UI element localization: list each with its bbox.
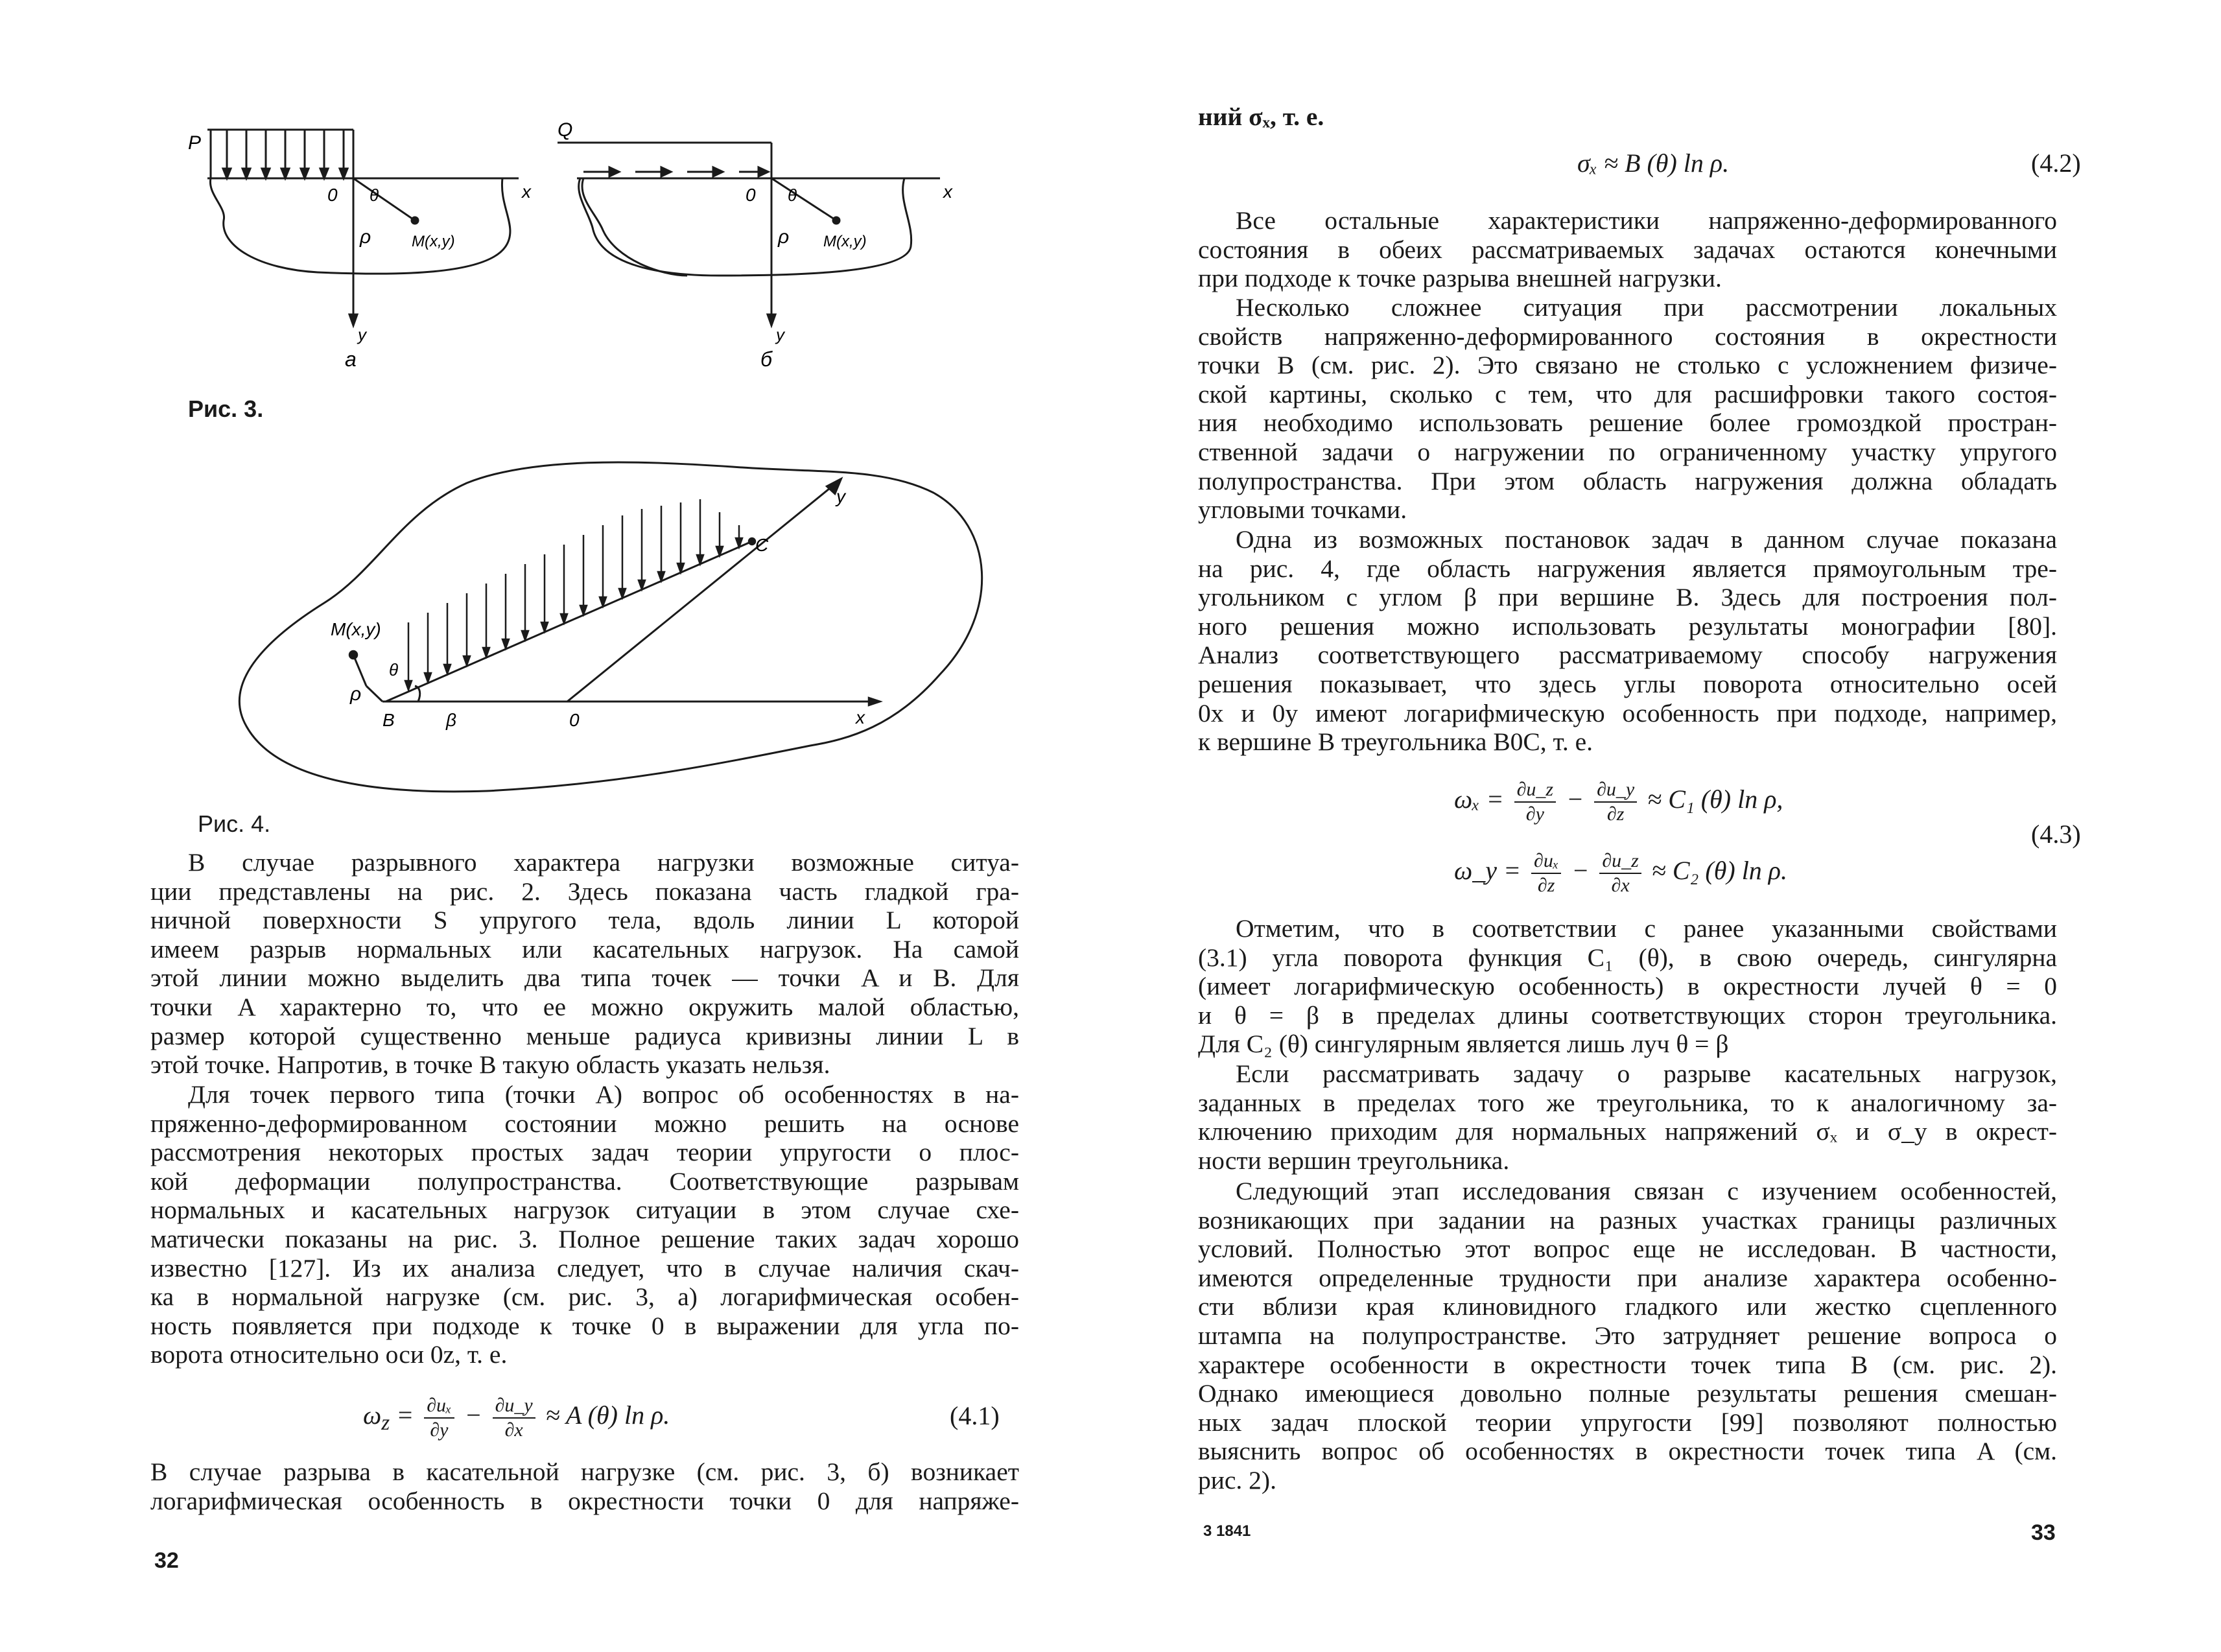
- text-line: ний σₓ, т. е.: [1198, 102, 1324, 131]
- text-line: заданных в пределах того же треугольника, то к аналогичному за-: [1198, 1088, 2057, 1117]
- text-line: этой точке. Напротив, в точке B такую область указать нельзя.: [150, 1050, 830, 1080]
- text-line: условий. Полностью этот вопрос еще не исследован. В частности,: [1198, 1234, 2057, 1264]
- left-page: [0, 0, 1110, 1652]
- text-line: имеем разрыв нормальных или касательных нагрузок. На самой: [150, 934, 1019, 963]
- fig4-label-rho: ρ: [350, 683, 362, 705]
- text-line: ственной задачи о нагружении по ограниченному участку упругого: [1198, 437, 2057, 466]
- text-line: пряженно-деформированном состоянии можно решить на основе: [150, 1109, 1019, 1138]
- eq43-den2-1: ∂z: [1606, 803, 1625, 825]
- right-paragraph-4: [1198, 914, 2057, 1059]
- fig3-caption: Рис. 3.: [188, 395, 264, 422]
- equation-number-4-3: (4.3): [2031, 820, 2081, 849]
- eq43-rhs-1: ≈ C₁ (θ) ln ρ,: [1647, 785, 1783, 814]
- fig3b-label-x: x: [943, 182, 952, 202]
- text-line: кой деформации полупространства. Соответствующие разрывам: [150, 1166, 1019, 1196]
- text-line: логарифмическая особенность в окрестности точки 0 для напряже-: [150, 1486, 1019, 1515]
- fig4-caption: Рис. 4.: [198, 810, 271, 837]
- text-line: ности вершин треугольника.: [1198, 1146, 1510, 1175]
- fig3-label-x: x: [522, 182, 531, 202]
- right-paragraph-2: [1198, 293, 2057, 525]
- eq43-rhs-2: ≈ C₂ (θ) ln ρ.: [1651, 856, 1787, 886]
- text-line: штампа на полупространстве. Это затрудняет решение вопроса о: [1198, 1321, 2057, 1350]
- equation-4-1: $\omega_z$ = $\frac{\text{∂uₓ}}{\partial y}$ − $\frac{\partial u\_y}{\partial x}$ ≈ A (θ) ln ρ.: [363, 1395, 670, 1441]
- text-line: Для точек первого типа (точки A) вопрос об особенностях в на-: [188, 1080, 1019, 1109]
- right-top-line: [1198, 102, 1587, 132]
- eq41-lhs: ω: [363, 1400, 382, 1430]
- eq41-sub: z: [381, 1411, 390, 1435]
- left-paragraph-3: [150, 1457, 1019, 1515]
- text-line: (3.1) угла поворота функция C₁ (θ), в свою очередь, сингулярна: [1198, 943, 2057, 972]
- right-paragraph-5: [1198, 1059, 2057, 1175]
- fig3-label-M: M(x,y): [412, 233, 455, 250]
- text-line: размер которой существенно меньше радиуса кривизны линии L в: [150, 1021, 1019, 1050]
- text-line: Если рассматривать задачу о разрыве касательных нагрузок,: [1236, 1059, 2057, 1088]
- eq43-num1-2: ∂uₓ: [1531, 849, 1561, 874]
- figure-3b: [545, 117, 998, 376]
- right-paragraph-6: [1198, 1177, 2057, 1495]
- eq41-num2: ∂u_y: [493, 1394, 535, 1419]
- page-number-left: 32: [154, 1548, 179, 1573]
- text-line: матически показаны на рис. 3. Полное решение таких задач хорошо: [150, 1224, 1019, 1253]
- fig3b-label-rho: ρ: [778, 226, 790, 248]
- text-line: ния необходимо использовать решение более громоздкой простран-: [1198, 408, 2057, 438]
- eq41-den1: ∂y: [430, 1419, 449, 1441]
- text-line: характере особенности в окрестности точек типа B (см. рис. 2).: [1198, 1350, 2057, 1379]
- right-paragraph-3: [1198, 525, 2057, 757]
- fig3-label-rho: ρ: [360, 226, 371, 248]
- text-line: рассмотрения некоторых простых задач теории упругости о плос-: [150, 1138, 1019, 1167]
- text-line: Анализ соответствующего рассматриваемому способу нагружения: [1198, 641, 2057, 670]
- fig3-label-P: P: [188, 132, 202, 154]
- text-line: ской картины, сколько с тем, что для расшифровки такого состоя-: [1198, 379, 2057, 408]
- signature-mark: 3 1841: [1203, 1522, 1251, 1540]
- text-line: В случае разрывного характера нагрузки возможные ситуа-: [188, 848, 1019, 877]
- eq41-num1: ∂uₓ: [424, 1394, 454, 1419]
- text-line: рис. 2).: [1198, 1465, 1276, 1494]
- text-line: нормальных и касательных нагрузок ситуации в этом случае схе-: [150, 1196, 1019, 1225]
- eq41-den2: ∂x: [504, 1419, 523, 1441]
- eq43-num2-1: ∂u_y: [1594, 778, 1637, 803]
- text-line: угловыми точками.: [1198, 495, 1407, 525]
- text-line: этой линии можно выделить два типа точек — точки A и B. Для: [150, 963, 1019, 993]
- text-line: ключению приходим для нормальных напряжений σₓ и σ_y в окрест-: [1198, 1117, 2057, 1146]
- text-line: Отметим, что в соответствии с ранее указанными свойствами: [1236, 914, 2057, 943]
- eq43-lhs-1: ωₓ: [1454, 785, 1480, 814]
- fig3b-label-b: б: [760, 348, 772, 371]
- eq41-rhs: ≈ A (θ) ln ρ.: [545, 1400, 670, 1430]
- fig3-label-O: 0: [327, 185, 338, 205]
- fig4-label-x: x: [856, 707, 865, 727]
- text-line: полупространства. При этом область нагружения должна обладать: [1198, 466, 2057, 495]
- eq43-den2-2: ∂x: [1611, 875, 1630, 896]
- text-line: ворота относительно оси 0z, т. е.: [150, 1340, 508, 1369]
- text-line: ции представлены на рис. 2. Здесь показана часть гладкой гра-: [150, 877, 1019, 906]
- text-line: состояния в обеих рассматриваемых задачах остаются конечными: [1198, 235, 2057, 264]
- eq43-num1-1: ∂u_z: [1514, 778, 1557, 803]
- equation-4-3-line-2: ω_y = $\frac{\text{∂uₓ}}{\partial z}$ − $\frac{\partial u\_z}{\partial x}$ ≈ C₂ (θ) ln ρ.: [1454, 850, 1787, 896]
- fig4-label-C: C: [755, 535, 769, 555]
- text-line: Следующий этап исследования связан с изучением особенностей,: [1236, 1177, 2057, 1205]
- text-line: точки B (см. рис. 2). Это связано не столько с усложнением физиче-: [1198, 351, 2057, 380]
- fig4-label-y: y: [836, 486, 845, 506]
- fig3b-label-O: 0: [746, 185, 756, 205]
- eq43-lhs-2: ω_y: [1454, 856, 1497, 886]
- eq43-den1-2: ∂z: [1537, 875, 1555, 896]
- figure-4: [194, 441, 1011, 804]
- text-line: угольником с углом β при вершине B. Здесь для построения пол-: [1198, 583, 2057, 612]
- text-line: ного решения можно использовать результаты монографии [80].: [1198, 611, 2057, 641]
- text-line: возникающих при задании на разных участках границы различных: [1198, 1205, 2057, 1234]
- equation-4-2: σₓ ≈ B (θ) ln ρ.: [1577, 148, 1730, 178]
- fig3b-label-Q: Q: [558, 119, 573, 141]
- text-line: при подходе к точке разрыва внешней нагрузки.: [1198, 264, 1722, 293]
- left-paragraph-1: [150, 848, 1019, 1080]
- eq43-num2-2: ∂u_z: [1599, 849, 1641, 874]
- text-line: В случае разрыва в касательной нагрузке (см. рис. 3, б) возникает: [150, 1457, 1019, 1486]
- text-line: Однако имеющиеся довольно полные результаты решения смешан-: [1198, 1379, 2057, 1408]
- text-line: Для C₂ (θ) сингулярным является лишь луч θ = β: [1198, 1030, 1729, 1059]
- page-number-right: 33: [2031, 1520, 2056, 1545]
- equation-4-3-line-1: ωₓ = $\frac{\partial u\_z}{\partial y}$ − $\frac{\partial u\_y}{\partial z}$ ≈ C₁ (θ) ln ρ,: [1454, 779, 1783, 825]
- fig3-label-y: y: [358, 325, 366, 344]
- text-line: ность появляется при подходе к точке 0 в выражении для угла по-: [150, 1311, 1019, 1340]
- text-line: выяснить вопрос об особенностях в окрестности точек типа A (см.: [1198, 1437, 2057, 1466]
- fig4-label-B: B: [382, 710, 395, 730]
- right-page: [1110, 0, 2221, 1652]
- text-line: (имеет логарифмическую особенность) в окрестности лучей θ = 0: [1198, 972, 2057, 1001]
- fig3-label-a: a: [345, 348, 357, 371]
- left-paragraph-2: [150, 1080, 1019, 1369]
- eq43-den1-1: ∂y: [1525, 803, 1544, 825]
- text-line: Все остальные характеристики напряженно-деформированного: [1236, 206, 2057, 235]
- text-line: решения показывает, что здесь углы поворота относительно осей: [1198, 669, 2057, 698]
- text-line: имеются определенные трудности при анализе характера особенно-: [1198, 1263, 2057, 1292]
- text-line: ка в нормальной нагрузке (см. рис. 3, a) логарифмическая особен-: [150, 1282, 1019, 1312]
- text-line: и θ = β в пределах длины соответствующих сторон треугольника.: [1198, 1000, 2057, 1030]
- fig4-label-beta: β: [446, 710, 456, 730]
- text-line: на рис. 4, где область нагружения является прямоугольным тре-: [1198, 554, 2057, 583]
- fig3b-label-M: M(x,y): [823, 233, 867, 250]
- text-line: ных задач плоской теории упругости [99] позволяют полностью: [1198, 1408, 2057, 1437]
- fig4-label-O: 0: [569, 710, 580, 730]
- fig3b-label-y: y: [776, 325, 784, 344]
- fig3b-label-theta: θ: [788, 185, 797, 205]
- fig4-label-M: M(x,y): [331, 619, 381, 639]
- text-line: сти вблизи края клиновидного гладкого или жестко сцепленного: [1198, 1292, 2057, 1321]
- text-line: известно [127]. Из их анализа следует, что в случае наличия скач-: [150, 1253, 1019, 1282]
- text-line: Несколько сложнее ситуация при рассмотрении локальных: [1236, 293, 2057, 322]
- text-line: свойств напряженно-деформированного состояния в окрестности: [1198, 322, 2057, 351]
- equation-number-4-2: (4.2): [2031, 148, 2081, 178]
- text-line: 0x и 0y имеют логарифмическую особенность при подходе, например,: [1198, 698, 2057, 727]
- text-line: точки A характерно то, что ее можно окружить малой областью,: [150, 992, 1019, 1021]
- text-line: к вершине B треугольника B0C, т. е.: [1198, 727, 1593, 757]
- text-line: Одна из возможных постановок задач в данном случае показана: [1236, 525, 2057, 554]
- right-paragraph-1: [1198, 206, 2057, 293]
- fig4-label-theta: θ: [389, 660, 399, 679]
- fig3-label-theta: θ: [370, 185, 379, 205]
- equation-number-4-1: (4.1): [950, 1401, 1000, 1430]
- text-line: ничной поверхности S упругого тела, вдоль линии L которой: [150, 906, 1019, 935]
